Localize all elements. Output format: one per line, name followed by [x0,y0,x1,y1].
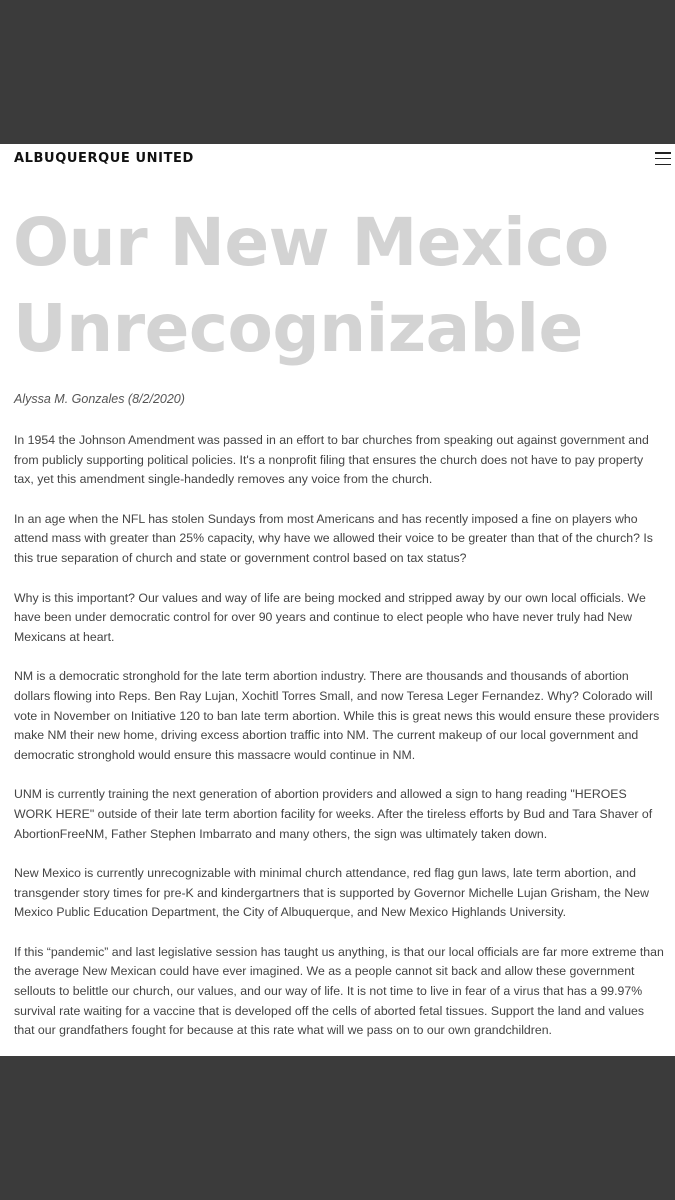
article-byline: Alyssa M. Gonzales (8/2/2020) [14,392,185,406]
article-paragraph: In 1954 the Johnson Amendment was passed in an effort to bar churches from speaking out against government and from publicly supporting political policies. It's a nonprofit filing that ensures the church does not have to pay property tax, yet this amendment single-handedly removes any voice from the church. [14,433,649,487]
article-body [14,431,664,1056]
article-paragraph: NM is a democratic stronghold for the late term abortion industry. There are thousands and thousands of abortion dollars flowing into Reps. Ben Ray Lujan, Xochitl Torres Small, and now Teresa Leger Fernandez. Why? Colorado will vote in November on Initiative 120 to ban late term abortion. While this is great news this would ensure these providers make NM their new home, driving excess abortion traffic into NM. The current makeup of our local government and democratic stronghold would ensure this massacre would continue in NM. [14,669,660,762]
article-paragraph: Why is this important? Our values and way of life are being mocked and stripped away by our own local officials. We have been under democratic control for over 90 years and continue to elect people who have never truly had New Mexicans at heart. [14,590,646,644]
web-page [0,144,675,1056]
site-title[interactable]: ALBUQUERQUE UNITED [14,151,194,166]
menu-line [655,158,671,160]
site-header [0,144,675,174]
bottom-frame-bar [0,1056,675,1200]
menu-line [655,152,671,154]
article-title-line-1: Our New Mexico [13,204,609,281]
article-paragraph: New Mexico is currently unrecognizable with minimal church attendance, red flag gun laws, late term abortion, and transgender story times for pre-K and kindergartners that is supported by Governor Michelle Lujan Grisham, the New Mexico Public Education Department, the City of Albuquerque, and New Mexico Highlands University. [14,866,649,920]
hamburger-menu-icon[interactable] [655,152,671,166]
menu-line [655,164,671,166]
article-paragraph: In an age when the NFL has stolen Sundays from most Americans and has recently imposed a fine on players who attend mass with greater than 25% capacity, why have we allowed their voice to be greater than that of the church? Is this true separation of church and state or government control based on tax status? [14,511,653,565]
top-frame-bar [0,0,675,144]
article-title-line-2: Unrecognizable [13,290,583,367]
article-paragraph: UNM is currently training the next generation of abortion providers and allowed a sign to hang reading "HEROES WORK HERE" outside of their late term abortion facility for weeks. After the tireless efforts by Bud and Tara Shaver of AbortionFreeNM, Father Stephen Imbarrato and many others, the sign was ultimately taken down. [14,787,653,841]
article-paragraph: If this “pandemic” and last legislative session has taught us anything, is that our local officials are far more extreme than the average New Mexican could have ever imagined. We as a people cannot sit back and allow these government sellouts to belittle our church, our values, and our way of life. It is not time to live in fear of a virus that has a 99.97% survival rate waiting for a vaccine that is developed off the cells of aborted fetal tissues. Support the land and values that our grandfathers fought for because at this rate what will we pass on to our own grandchildren. [14,944,664,1038]
article-title [13,200,673,372]
